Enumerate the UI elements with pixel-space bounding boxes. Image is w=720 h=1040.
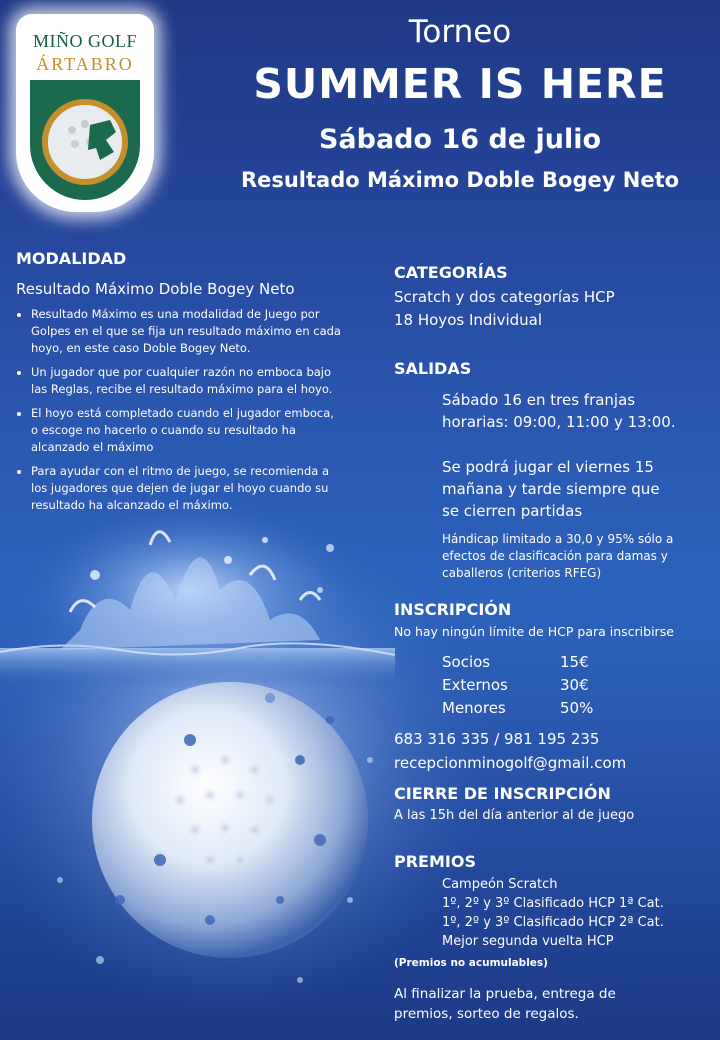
contact-phone: 683 316 335 / 981 195 235 [394, 730, 600, 748]
inscripcion-prices [442, 651, 593, 720]
title-summer-is-here: SUMMER IS HERE [253, 60, 667, 108]
salidas-schedule: Sábado 16 en tres franjas horarias: 09:00, 11:00 y 13:00. [442, 391, 676, 431]
rule-item: • Resultado Máximo es una modalidad de Juego por Golpes en el que se fija un resultado máximo en cada hoyo, en este caso Doble Bogey Neto. [31, 306, 380, 357]
prize-item: Mejor segunda vuelta HCP [442, 934, 614, 949]
categorias-heading: CATEGORÍAS [394, 263, 508, 282]
cierre-heading: CIERRE DE INSCRIPCIÓN [394, 784, 611, 803]
rule-item: • Un jugador que por cualquier razón no emboca bajo las Reglas, recibe el resultado máximo para el hoyo. [31, 364, 380, 398]
prize-item: 1º, 2º y 3º Clasificado HCP 1ª Cat. [442, 896, 664, 911]
salidas-heading: SALIDAS [394, 359, 472, 378]
categorias-line1: Scratch y dos categorías HCP [394, 288, 615, 306]
modalidad-rules [14, 306, 380, 521]
club-logo [16, 14, 154, 212]
premios-list [442, 875, 664, 951]
logo-text-artabro: ÁRTABRO [36, 54, 134, 74]
logo-text-mino-golf: MIÑO GOLF [32, 31, 137, 51]
rule-item: • El hoyo está completado cuando el jugador emboca, o escoge no hacerlo o cuando su resultado ha alcanzado el máximo [31, 405, 380, 456]
modalidad-subtitle: Resultado Máximo Doble Bogey Neto [16, 280, 295, 298]
salidas-handicap-note: Hándicap limitado a 30,0 y 95% sólo a efectos de clasificación para damas y caballeros (criterios RFEG) [442, 532, 674, 580]
logo-shield [30, 80, 140, 200]
premios-final: Al finalizar la prueba, entrega de premios, sorteo de regalos. [394, 986, 616, 1022]
title-torneo: Torneo [408, 14, 512, 50]
title-format: Resultado Máximo Doble Bogey Neto [240, 168, 680, 192]
premios-note: (Premios no acumulables) [394, 957, 548, 969]
price-row: Menores 50% [442, 699, 594, 717]
contact-email: recepcionminogolf@gmail.com [394, 754, 627, 772]
rule-item: • Para ayudar con el ritmo de juego, se recomienda a los jugadores que dejen de jugar el hoyo cuando su resultado ha alcanzado el máximo. [31, 463, 380, 514]
inscripcion-heading: INSCRIPCIÓN [394, 600, 512, 619]
title-date: Sábado 16 de julio [318, 124, 602, 155]
salidas-friday: Se podrá jugar el viernes 15 mañana y tarde siempre que se cierren partidas [442, 458, 660, 520]
cierre-text: A las 15h del día anterior al de juego [394, 808, 635, 823]
inscripcion-note: No hay ningún límite de HCP para inscribirse [394, 624, 674, 639]
golf-ball-map-icon [30, 80, 140, 200]
modalidad-heading: MODALIDAD [16, 249, 127, 268]
prize-item: 1º, 2º y 3º Clasificado HCP 2ª Cat. [442, 915, 664, 930]
price-row: Externos 30€ [442, 676, 589, 694]
premios-heading: PREMIOS [394, 852, 476, 871]
categorias-line2: 18 Hoyos Individual [394, 311, 543, 329]
prize-item: Campeón Scratch [442, 877, 558, 892]
price-row: Socios 15€ [442, 653, 589, 671]
